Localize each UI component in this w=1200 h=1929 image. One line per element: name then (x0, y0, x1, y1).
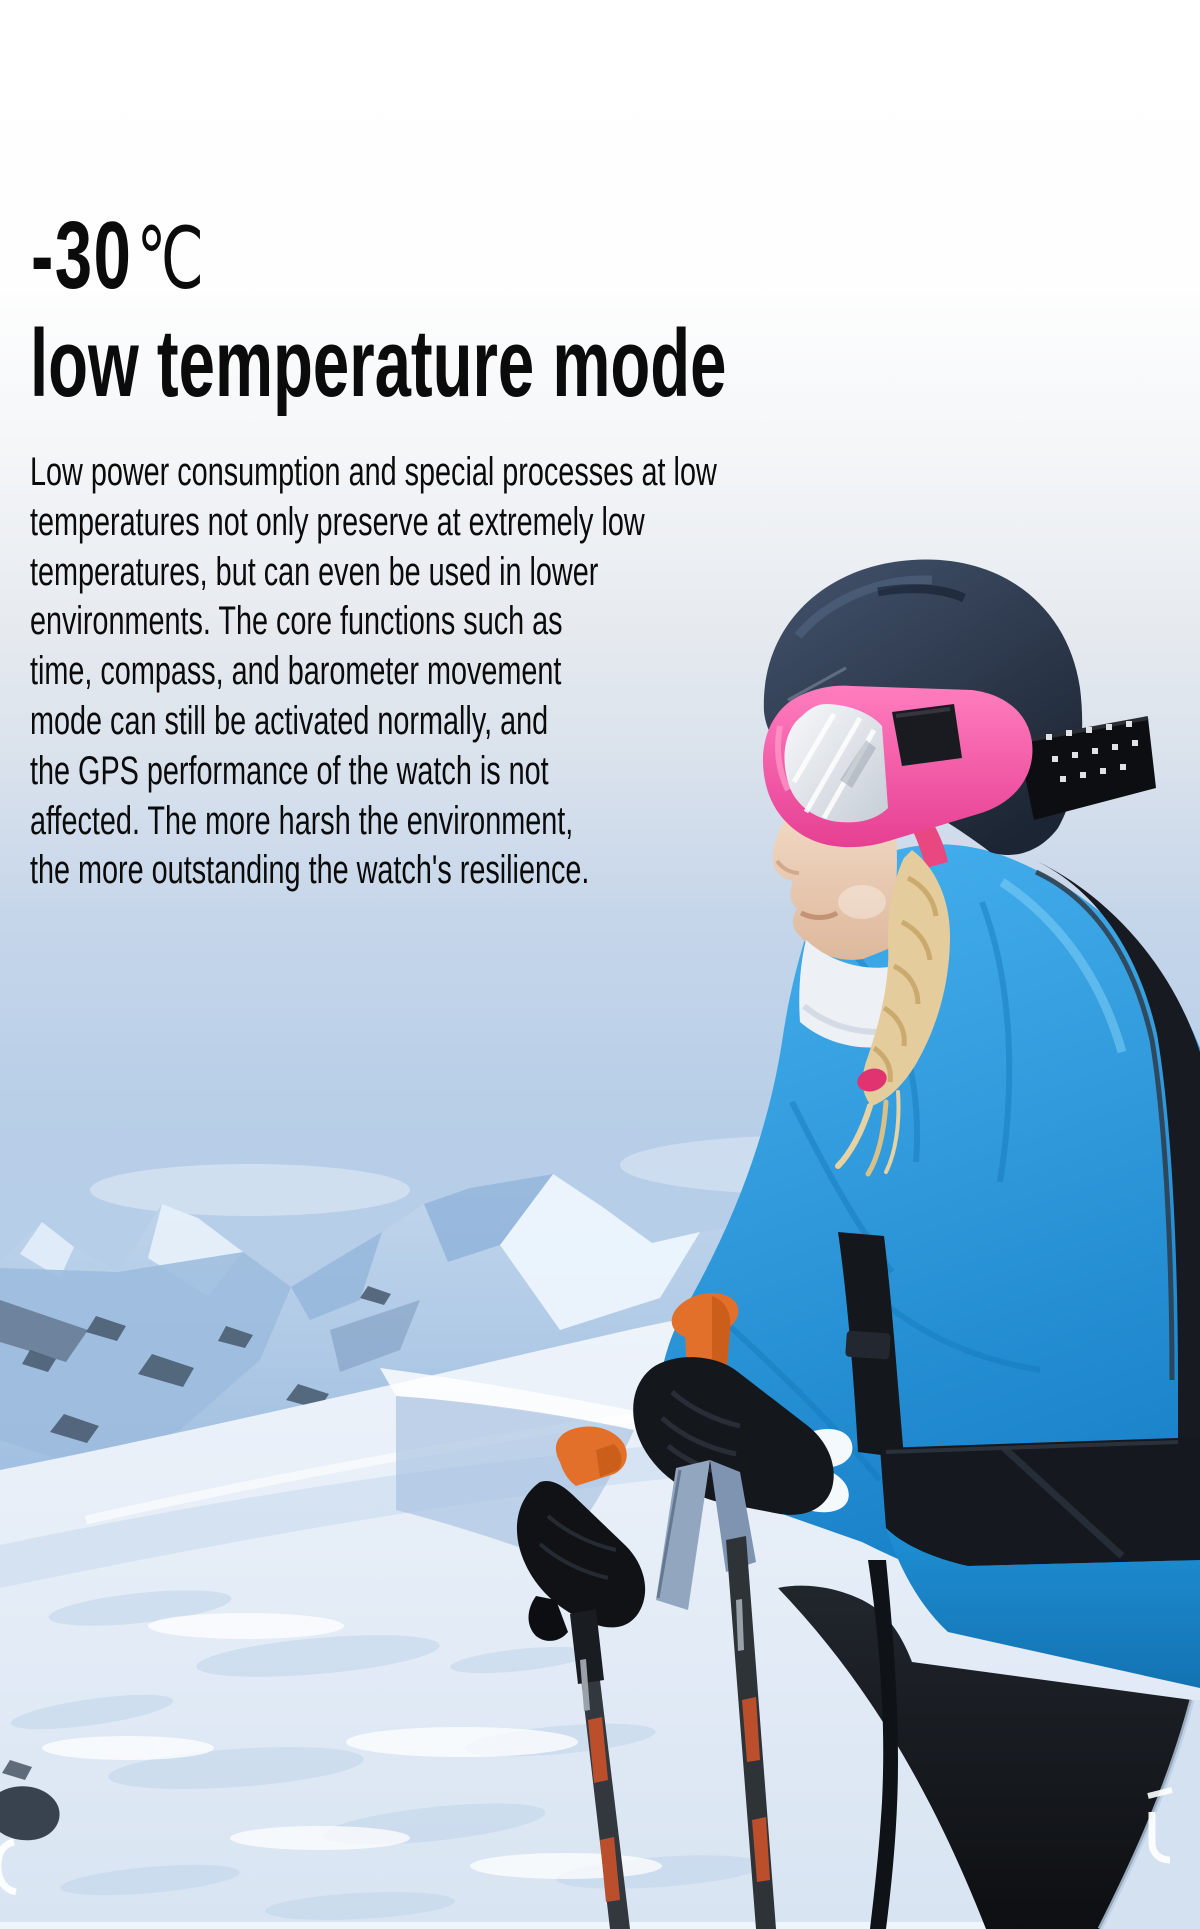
headline-temperature (31, 202, 205, 309)
temperature-value: -30 (31, 202, 133, 309)
strap-buckle (845, 1330, 891, 1359)
celsius-unit: ℃ (136, 211, 205, 307)
headline-title: low temperature mode (30, 310, 727, 417)
body-line: temperatures not only preserve at extremely low (30, 499, 645, 544)
body-line: mode can still be activated normally, and (30, 698, 549, 743)
body-line: environments. The core functions such as (30, 599, 563, 644)
body-line: time, compass, and barometer movement (30, 649, 562, 694)
body-line: affected. The more harsh the environment, (30, 798, 574, 843)
body-line: Low power consumption and special processes at low (30, 450, 717, 494)
body-line: temperatures, but can even be used in lower (30, 549, 599, 594)
body-line: the more outstanding the watch's resilience. (30, 848, 590, 893)
body-copy (30, 448, 717, 896)
hip-pack (880, 1438, 1200, 1566)
body-line: the GPS performance of the watch is not (30, 748, 549, 793)
